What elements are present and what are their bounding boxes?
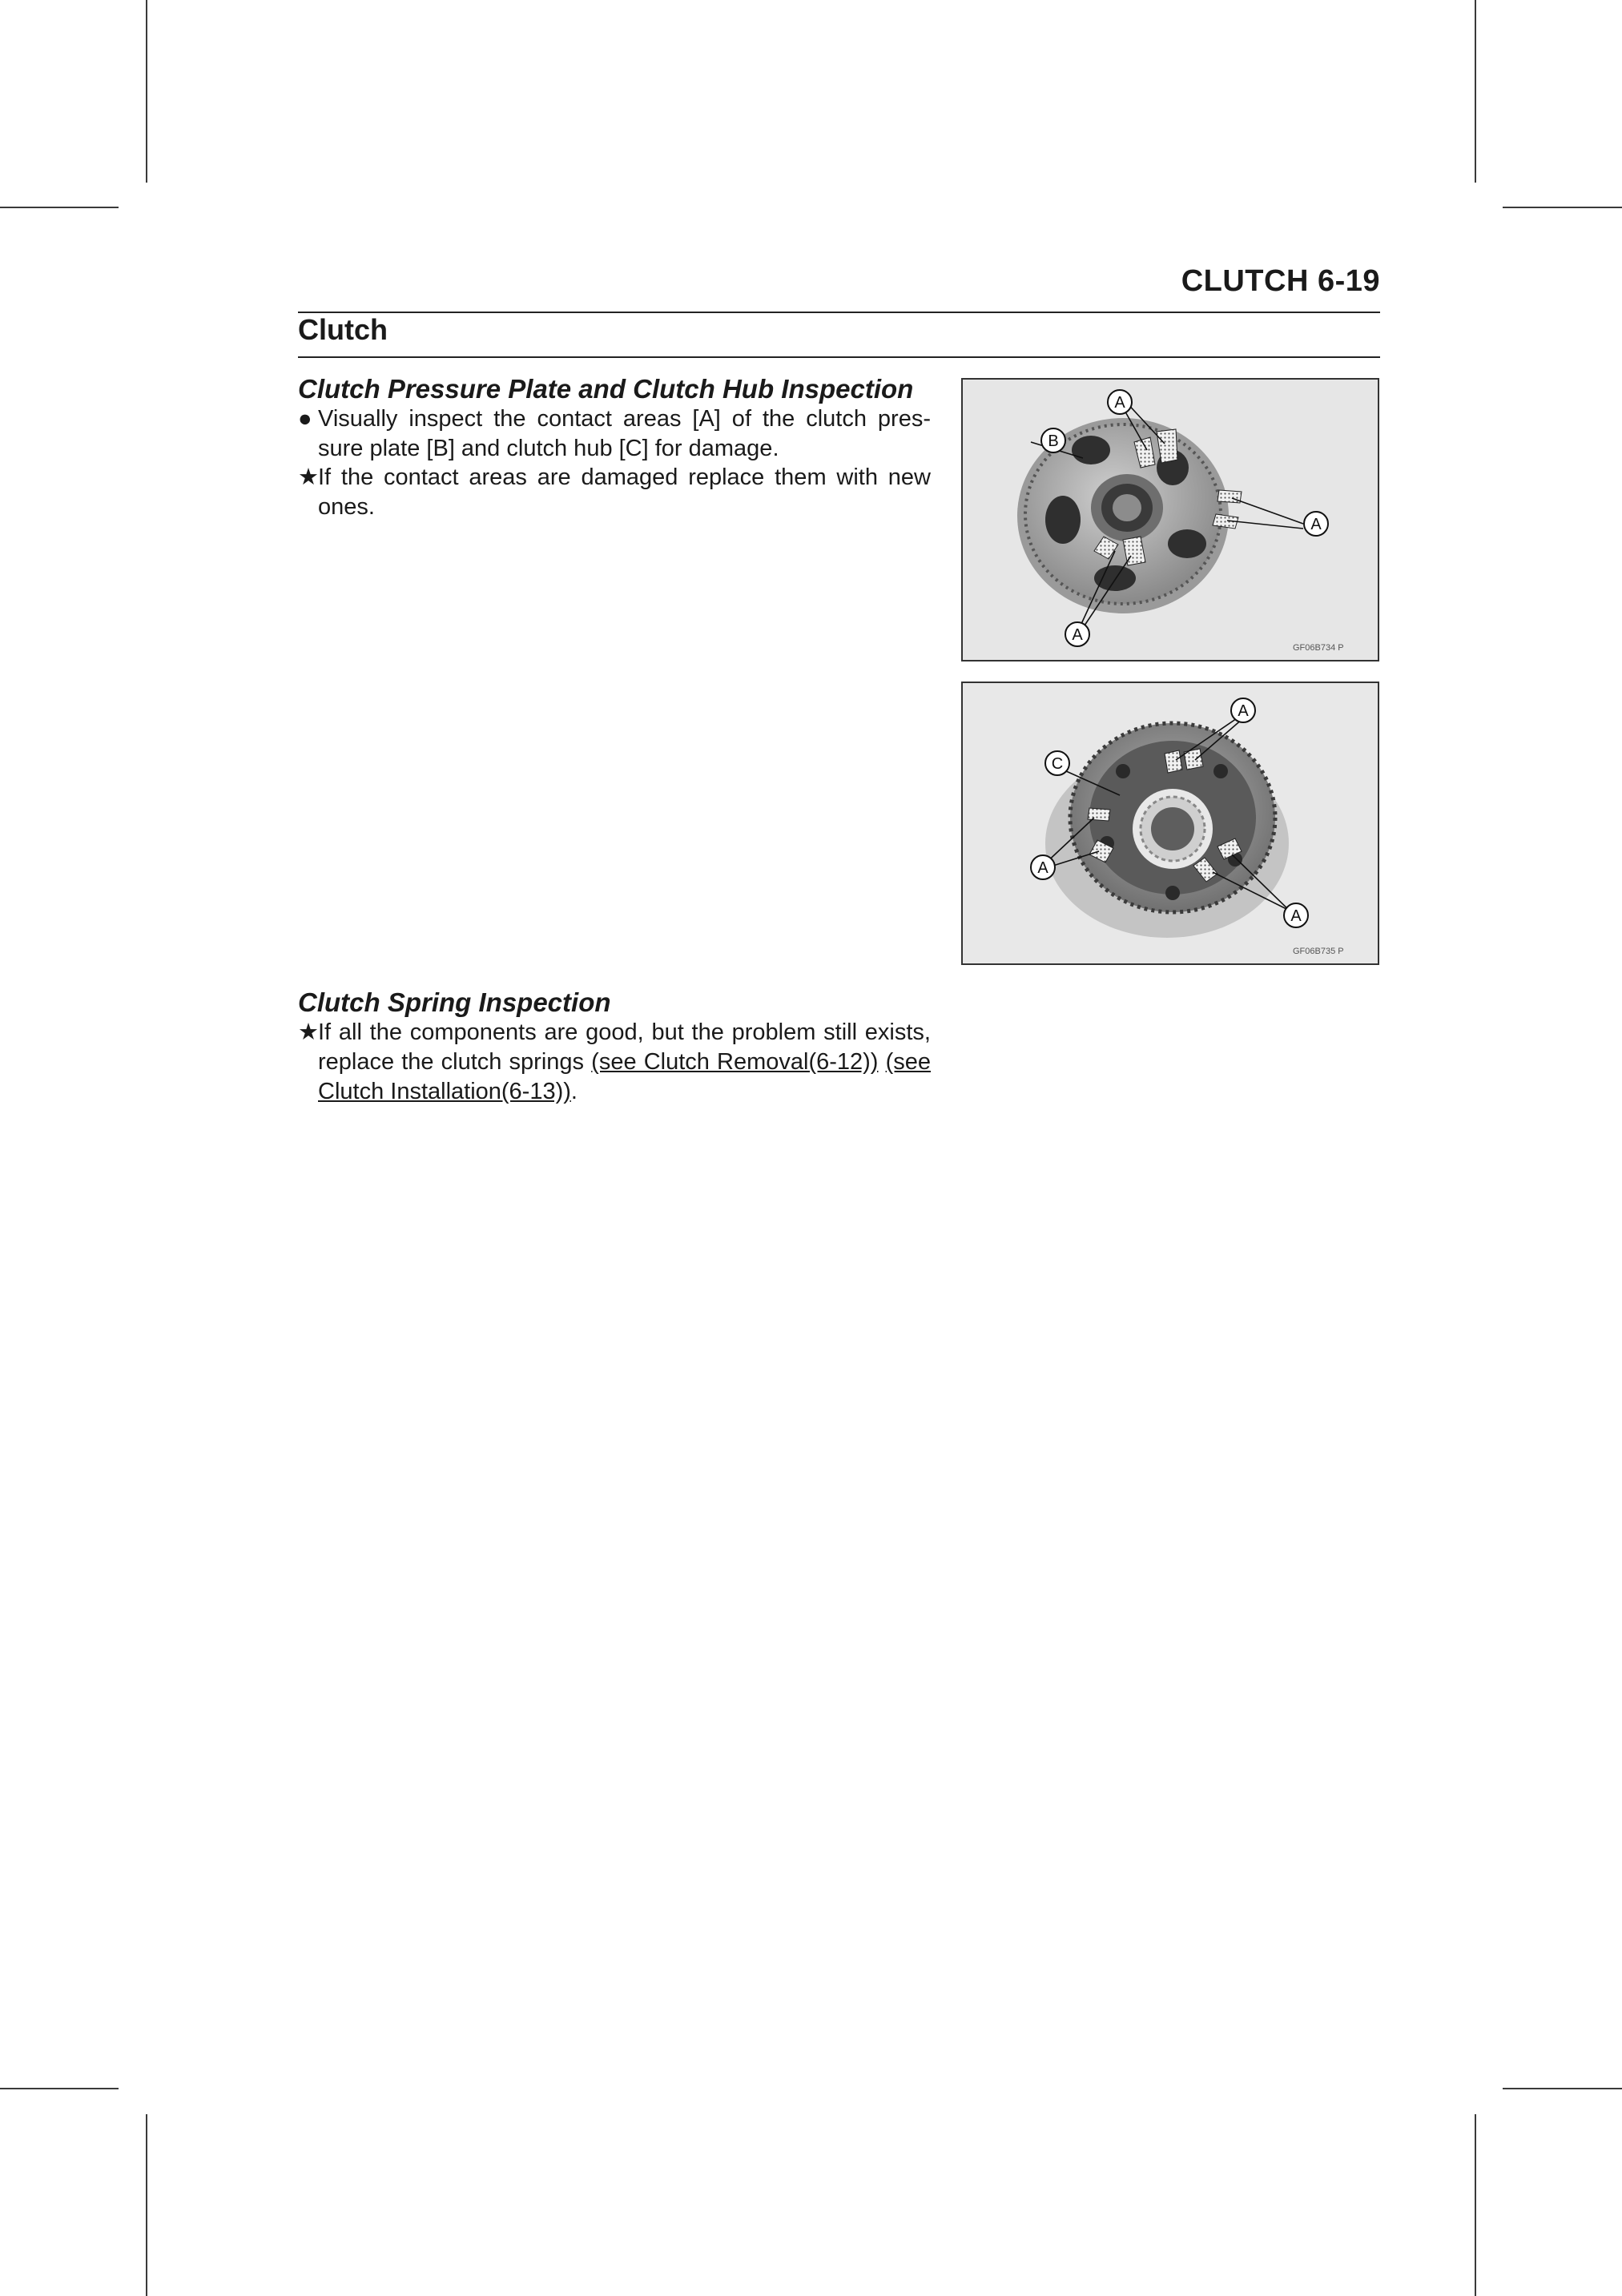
callout-label: A: [1072, 626, 1083, 644]
crop-mark: [146, 0, 147, 183]
star-marker: ★: [298, 1019, 319, 1045]
callout-label: A: [1290, 907, 1302, 925]
crop-mark: [1475, 2114, 1476, 2296]
crop-mark: [1475, 0, 1476, 183]
subsection-heading: Clutch Pressure Plate and Clutch Hub Inspection: [298, 374, 914, 404]
crop-mark: [1503, 2088, 1622, 2089]
figure-code: GF06B735 P: [1293, 947, 1344, 956]
pressure-plate-photo: [963, 380, 1378, 660]
item-text-lead: If all the components are good, but the problem still exists, replace the clutch springs: [318, 1019, 931, 1075]
callout-label: C: [1051, 755, 1064, 773]
running-header: CLUTCH 6-19: [1181, 264, 1380, 298]
figure-code: GF06B734 P: [1293, 643, 1344, 653]
crop-mark: [0, 207, 119, 208]
crop-mark: [0, 2088, 119, 2089]
crop-mark: [1503, 207, 1622, 208]
list-item: [298, 463, 931, 522]
bullet-marker: ●: [298, 406, 312, 432]
subsection-heading: Clutch Spring Inspection: [298, 987, 611, 1017]
item-text: Visually inspect the contact areas [A] of the clutch pres- sure plate [B] and clutch hub [C] for damage.: [318, 406, 931, 461]
callout-label: A: [1037, 859, 1048, 877]
section-title: Clutch: [298, 313, 388, 346]
item-text-end: .: [570, 1079, 578, 1104]
star-marker: ★: [298, 464, 319, 490]
callout-label: A: [1238, 702, 1249, 720]
header-rule: [298, 312, 1380, 313]
item-text: If the contact areas are damaged replace them with new ones.: [318, 464, 931, 520]
callout-label: A: [1310, 516, 1322, 533]
callout-label: A: [1114, 394, 1125, 412]
clutch-hub-photo: [963, 683, 1378, 963]
list-item: [298, 1018, 931, 1107]
section-rule: [298, 356, 1380, 358]
link-clutch-installation[interactable]: (see Clutch Installation(6-13)): [318, 1049, 931, 1104]
figure-pressure-plate: [961, 378, 1379, 661]
item-text: [318, 1018, 931, 1107]
crop-mark: [146, 2114, 147, 2296]
list-item: [298, 404, 931, 464]
callout-label: B: [1048, 432, 1059, 450]
link-clutch-removal[interactable]: (see Clutch Removal(6-12)): [591, 1049, 879, 1075]
figure-clutch-hub: [961, 682, 1379, 965]
